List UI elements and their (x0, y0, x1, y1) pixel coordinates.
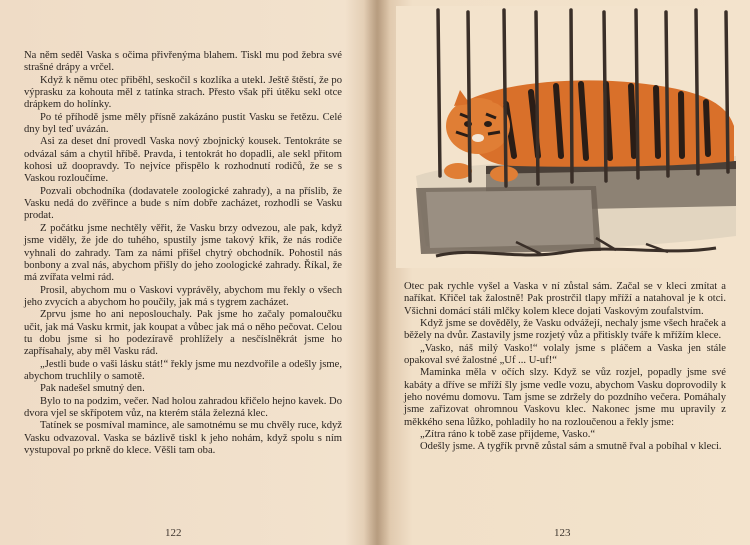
tiger-cage-illustration (396, 6, 744, 268)
page-number: 123 (554, 527, 571, 539)
paragraph: Pak nadešel smutný den. (40, 383, 145, 395)
paragraph: Zprvu jsme ho ani neposlouchaly. Pak jsme ho začaly pomaloučku učit, jak má Vasku krmit, jak koupat a vůbec jak má o něho pečovat. Celou tu dobu jsme si ho podezíravě prohlížely a nesčíslněkrát jsme ho zapřísahaly, aby měl Vasku rád. (24, 309, 342, 358)
paragraph: Otec pak rychle vyšel a Vaska v ní zůstal sám. Začal se v kleci zmítat a naříkat. Křičel tak žalostně! Pak prostrčil tlapy mříží a natahoval je k otci. Všichni domácí stáli mlčky kolem klece dojati Vaskovým zoufalstvím. (404, 281, 726, 317)
paragraph: Když jsme se dověděly, že Vasku odvážejí, nechaly jsme všech hraček a běžely na dvůr. Zastavily jsme rozjetý vůz a přitiskly tváře k mřížím klece. (404, 318, 726, 342)
paragraph: „Zítra ráno k tobě zase přijdeme, Vasko.“ (420, 429, 596, 441)
paragraph: Pozvali obchodníka (dodavatele zoologické zahrady), a na příslib, že Vasku nedá do zvěřince a bude s ním dobře zacházet, rozhodli se Vasku prodat. (24, 185, 342, 222)
paragraph: „Vasko, náš milý Vasko!“ volaly jsme s pláčem a Vaska jen stále opakoval své žalostné „Uf ... U-uf!“ (404, 342, 726, 367)
paragraph: Prosil, abychom mu o Vaskovi vyprávěly, abychom mu řekly o všech jeho zvycích a abychom ho poučily, jak má s tygrem zacházet. (24, 284, 342, 308)
paragraph: „Jestli bude o vaši lásku stát!“ řekly jsme mu nezdvořile a odešly jsme, abychom truchlily o samotě. (24, 358, 342, 382)
paragraph: Po té příhodě jsme měly přísně zakázáno pustit Vasku se řetězu. Celé dny byl teď uvázán. (24, 111, 342, 136)
paragraph: Odešly jsme. A tygřík prvně zůstal sám a smutně řval a pobíhal v kleci. (420, 441, 722, 453)
paragraph: Bylo to na podzim, večer. Nad holou zahradou křičelo hejno kavek. Do dvora vjel se skřípotem vůz, na kterém stála železná klec. (24, 395, 342, 419)
paragraph: Z počátku jsme nechtěly věřit, že Vasku brzy odvezou, ale pak, když jsme viděly, že jde do tuhého, spustily jsme takový křik, že nás rodiče vyhnali do zahrady. Tam za námi přišel chytrý obchodník. Pohostil nás bonbony a zval nás, abychom přišly do jeho zoologické zahrady. Říkal, že má zvířata velmi rád. (24, 222, 342, 284)
paragraph: Na něm seděl Vaska s očima přivřenýma blahem. Tiskl mu pod žebra své strašné drápy a vrčel. (24, 50, 342, 74)
paragraph: Když k němu otec přiběhl, seskočil s kozlíka a utekl. Ještě štěstí, že po výprasku za kohouta měl z tatínka strach. Přesto však při útěku sekl otce drápkem do holínky. (24, 74, 342, 111)
left-page-text (24, 50, 342, 457)
right-page-text (404, 281, 726, 454)
paragraph: Asi za deset dní provedl Vaska nový zbojnický kousek. Tentokráte se odvázal sám a chytil hříbě. Pravda, i tentokrát ho dopadli, ale sekl přitom kohosi už doopravdy. To nejvíce přispělo k rozhodnutí rodičů, že se s Vaskou rozloučíme. (24, 136, 342, 185)
page-number: 122 (165, 527, 182, 539)
paragraph: Maminka měla v očích slzy. Když se vůz rozjel, popadly jsme své kabáty a dříve se mříží šly jsme vedle vozu, abychom Vasku doprovodily k jeho novému domovu. Tam jsme se zdržely do pozdního večera. Pomáhaly jsme zařizovat ohromnou Vaskovu klec. Nakonec jsme mu upravily z měkkého sena lůžko, pohladily ho na rozloučenou a řekly jsme: (404, 367, 726, 428)
paragraph: Tatínek se posmíval mamince, ale samotnému se mu chvěly ruce, když Vasku odvazoval. Vaska se bázlivě tiskl k jeho nohám, když spolu s ním vystupoval po prkně do klece. Věšli tam oba. (24, 420, 342, 456)
right-page (378, 0, 750, 545)
